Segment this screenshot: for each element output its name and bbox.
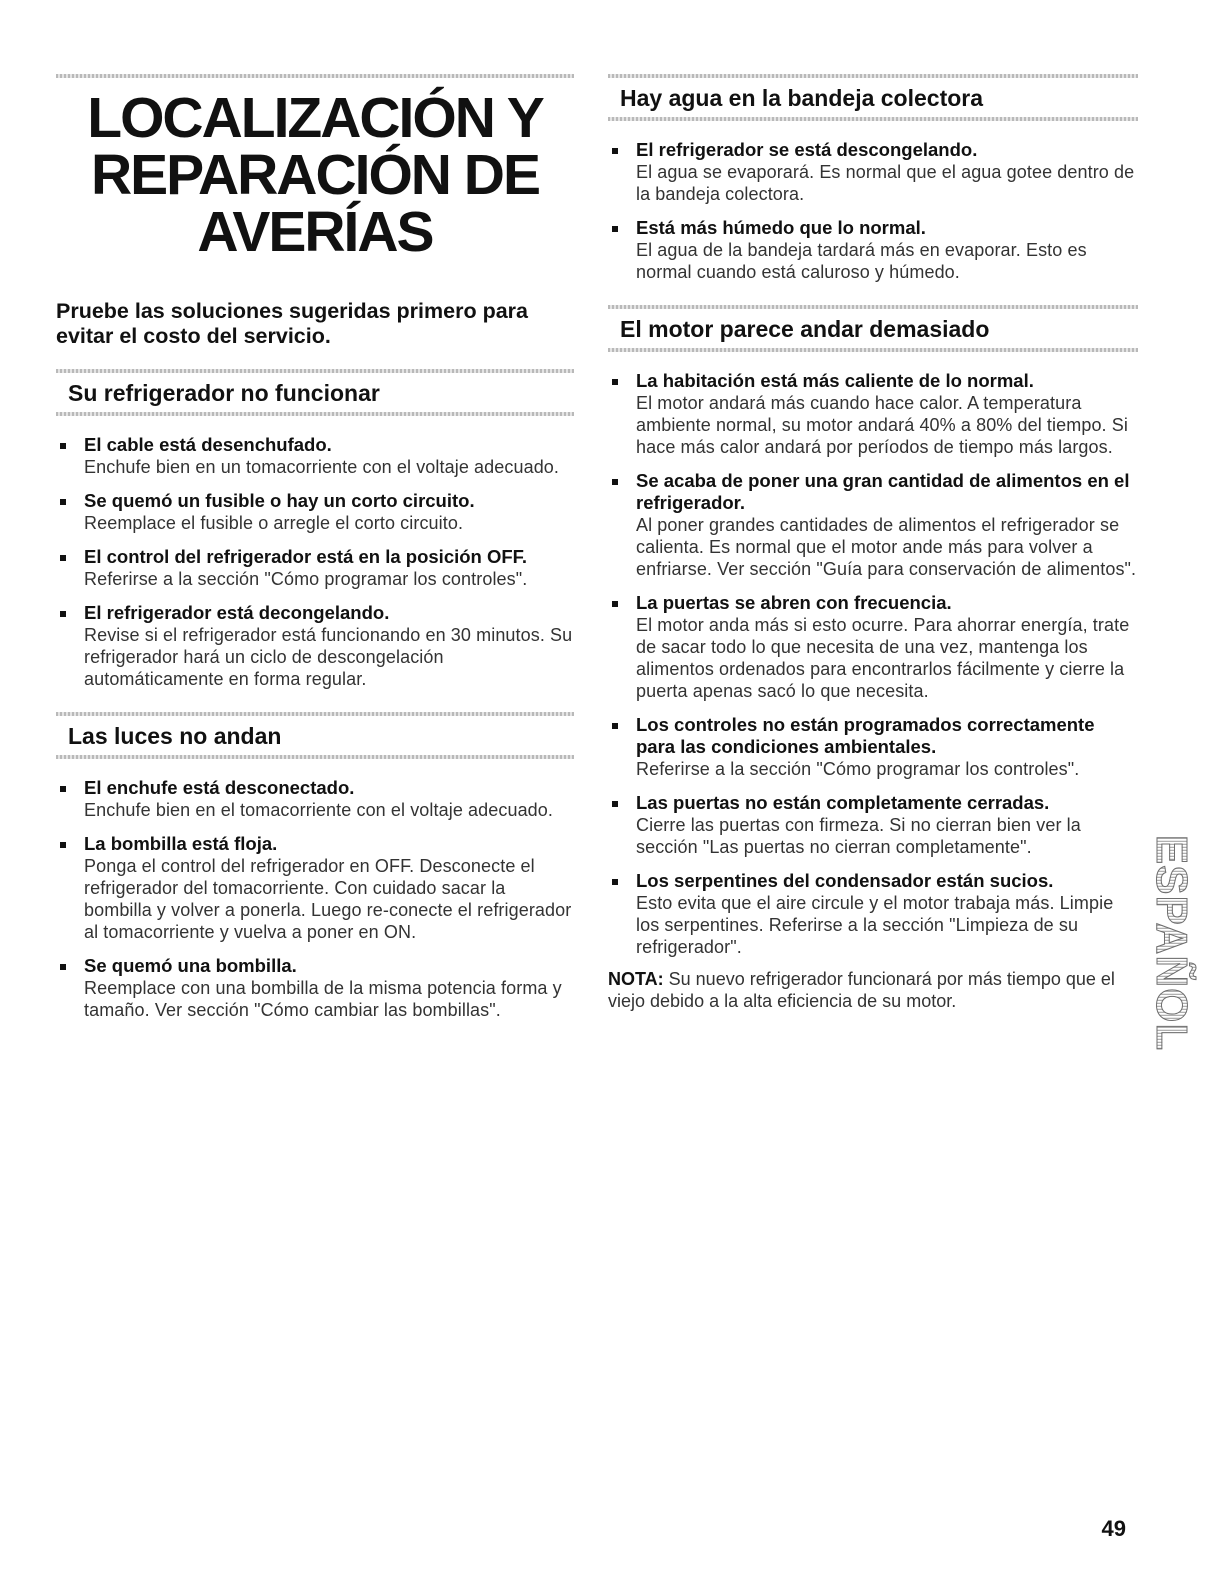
section-heading: Las luces no andan <box>68 723 282 749</box>
item-body: Referirse a la sección "Cómo programar los controles". <box>636 759 1080 779</box>
list-item <box>608 870 1138 958</box>
section-left-0 <box>56 369 574 690</box>
item-title: Se acaba de poner una gran cantidad de alimentos en el refrigerador. <box>636 470 1130 513</box>
item-title: El enchufe está desconectado. <box>84 777 355 798</box>
right-column <box>608 74 1138 1012</box>
title-line-3: AVERÍAS <box>197 200 433 264</box>
item-body: Reemplace con una bombilla de la misma potencia forma y tamaño. Ver sección "Cómo cambiar las bombillas". <box>84 978 562 1020</box>
item-body: Enchufe bien en un tomacorriente con el voltaje adecuado. <box>84 457 560 477</box>
left-column <box>56 74 574 1033</box>
section-heading: El motor parece andar demasiado <box>620 316 990 342</box>
list-item <box>608 592 1138 702</box>
item-title: Los serpentines del condensador están sucios. <box>636 870 1054 891</box>
language-tab-label: ESPAÑOL <box>1147 834 1196 1052</box>
item-body: El agua se evaporará. Es normal que el agua gotee dentro de la bandeja colectora. <box>636 162 1135 204</box>
item-body: Reemplace el fusible o arregle el corto circuito. <box>84 513 464 533</box>
section-left-1 <box>56 712 574 1021</box>
language-tab <box>1148 818 1194 1068</box>
list-item <box>56 434 574 478</box>
item-title: Está más húmedo que lo normal. <box>636 217 926 238</box>
page-subtitle: Pruebe las soluciones sugeridas primero para evitar el costo del servicio. <box>56 299 528 348</box>
item-body: Ponga el control del refrigerador en OFF. Desconecte el refrigerador del tomacorriente. Con cuidado sacar la bombilla y volver a ponerla. Luego re-conecte el refrigerador al tomacorriente y vuelva a poner en ON. <box>84 856 572 942</box>
list-item <box>56 777 574 821</box>
item-body: Referirse a la sección "Cómo programar los controles". <box>84 569 528 589</box>
item-title: Se quemó un fusible o hay un corto circuito. <box>84 490 475 511</box>
item-body: El agua de la bandeja tardará más en evaporar. Esto es normal cuando está caluroso y húmedo. <box>636 240 1087 282</box>
list-item <box>56 602 574 690</box>
page-title <box>56 86 574 264</box>
section-rule-bottom <box>608 348 1138 352</box>
right-sections <box>608 74 1138 958</box>
section-rule-bottom <box>56 755 574 759</box>
list-item <box>608 470 1138 580</box>
list-item <box>56 490 574 534</box>
item-body: Al poner grandes cantidades de alimentos el refrigerador se calienta. Es normal que el motor ande más para volver a enfriarse. Ver sección "Guía para conservación de alimentos". <box>636 515 1137 579</box>
item-body: Cierre las puertas con firmeza. Si no cierran bien ver la sección "Las puertas no cierran completamente". <box>636 815 1081 857</box>
section-rule-bottom <box>56 412 574 416</box>
item-title: Las puertas no están completamente cerradas. <box>636 792 1050 813</box>
note-paragraph <box>608 968 1138 1012</box>
title-line-2: REPARACIÓN DE <box>91 143 539 207</box>
item-body: Revise si el refrigerador está funcionando en 30 minutos. Su refrigerador hará un ciclo de descongelación automáticamente en forma regular. <box>84 625 573 689</box>
title-line-1: LOCALIZACIÓN Y <box>87 86 543 150</box>
note-text: Su nuevo refrigerador funcionará por más tiempo que el viejo debido a la alta eficiencia de su motor. <box>608 969 1115 1011</box>
top-rule <box>56 74 574 78</box>
item-body: El motor anda más si esto ocurre. Para ahorrar energía, trate de sacar todo lo que necesita de una vez, mantenga los alimentos ordenados para encontrarlos fácilmente y cierre la puerta apenas sacó lo que necesita. <box>636 615 1130 701</box>
item-body: Enchufe bien en el tomacorriente con el voltaje adecuado. <box>84 800 554 820</box>
item-list <box>608 139 1138 283</box>
section-rule-bottom <box>608 117 1138 121</box>
note-label: NOTA: <box>608 969 664 989</box>
item-title: La puertas se abren con frecuencia. <box>636 592 952 613</box>
list-item <box>608 370 1138 458</box>
item-title: La habitación está más caliente de lo normal. <box>636 370 1034 391</box>
item-title: El refrigerador se está descongelando. <box>636 139 978 160</box>
item-body: Esto evita que el aire circule y el motor trabaja más. Limpie los serpentines. Referirse a la sección "Limpieza de su refrigerador". <box>636 893 1114 957</box>
list-item <box>608 139 1138 205</box>
page-number: 49 <box>1101 1516 1126 1541</box>
list-item <box>56 546 574 590</box>
item-title: Los controles no están programados correctamente para las condiciones ambientales. <box>636 714 1095 757</box>
left-sections <box>56 369 574 1021</box>
item-list <box>608 370 1138 958</box>
section-heading: Hay agua en la bandeja colectora <box>620 85 984 111</box>
list-item <box>608 217 1138 283</box>
item-body: El motor andará más cuando hace calor. A temperatura ambiente normal, su motor andará 40% a 80% del tiempo. Si hace más calor andará por períodos de tiempo más largos. <box>636 393 1128 457</box>
item-title: El cable está desenchufado. <box>84 434 332 455</box>
section-right-1 <box>608 305 1138 958</box>
list-item <box>56 955 574 1021</box>
list-item <box>56 833 574 943</box>
item-list <box>56 434 574 690</box>
item-title: El control del refrigerador está en la posición OFF. <box>84 546 528 567</box>
item-title: Se quemó una bombilla. <box>84 955 297 976</box>
item-title: La bombilla está floja. <box>84 833 278 854</box>
section-right-0 <box>608 74 1138 283</box>
list-item <box>608 792 1138 858</box>
item-list <box>56 777 574 1021</box>
item-title: El refrigerador está decongelando. <box>84 602 390 623</box>
list-item <box>608 714 1138 780</box>
section-heading: Su refrigerador no funcionar <box>68 380 380 406</box>
